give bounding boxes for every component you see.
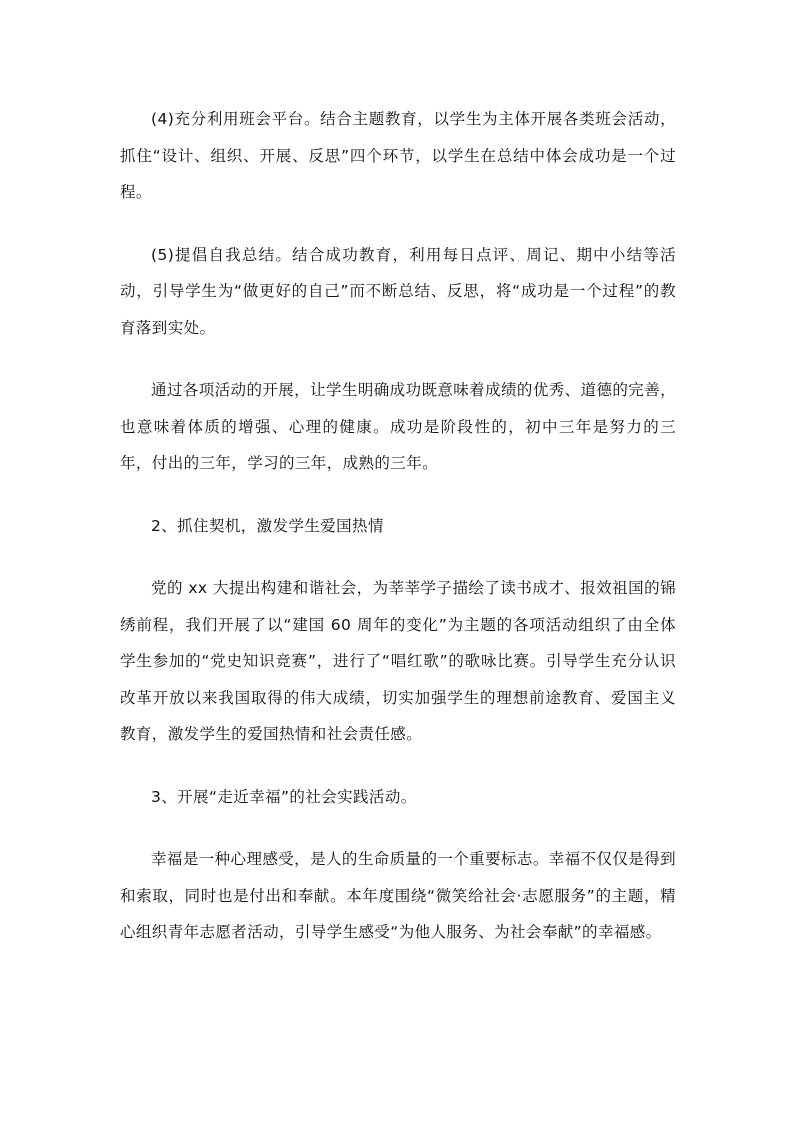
document-body — [120, 101, 676, 977]
paragraph-success-meaning: 通过各项活动的开展，让学生明确成功既意味着成绩的优秀、道德的完善，也意味着体质的增强、心理的健康。成功是阶段性的，初中三年是努力的三年，付出的三年，学习的三年，成熟的三年。 — [120, 381, 676, 472]
paragraph-happiness-volunteer: 幸福是一种心理感受，是人的生命质量的一个重要标志。幸福不仅仅是得到和索取，同时也是付出和奉献。本年度围绕“微笑给社会·志愿服务”的主题，精心组织青年志愿者活动，引导学生感受“为他人服务、为社会奉献”的幸福感。 — [120, 850, 676, 941]
paragraph-patriotism-activities: 党的 xx 大提出构建和谐社会，为莘莘学子描绘了读书成才、报效祖国的锦绣前程，我们开展了以“建国 60 周年的变化”为主题的各项活动组织了由全体学生参加的“党史知识竞赛”，进行了“唱红歌”的歌咏比赛。引导学生充分认识改革开放以来我国取得的伟大成绩，切实加强学生的理想前途教育、爱国主义教育，激发学生的爱国热情和社会责任感。 — [120, 579, 676, 743]
section-heading-happiness: 3、开展“走近幸福”的社会实践活动。 — [151, 787, 417, 806]
paragraph-class-meeting: (4)充分利用班会平台。结合主题教育，以学生为主体开展各类班会活动，抓住“设计、组织、开展、反思”四个环节，以学生在总结中体会成功是一个过程。 — [120, 110, 676, 201]
section-heading-patriotism: 2、抓住契机，激发学生爱国热情 — [151, 516, 384, 535]
paragraph-self-summary: (5)提倡自我总结。结合成功教育，利用每日点评、周记、期中小结等活动，引导学生为“做更好的自己”而不断总结、反思，将“成功是一个过程”的教育落到实处。 — [120, 245, 676, 337]
